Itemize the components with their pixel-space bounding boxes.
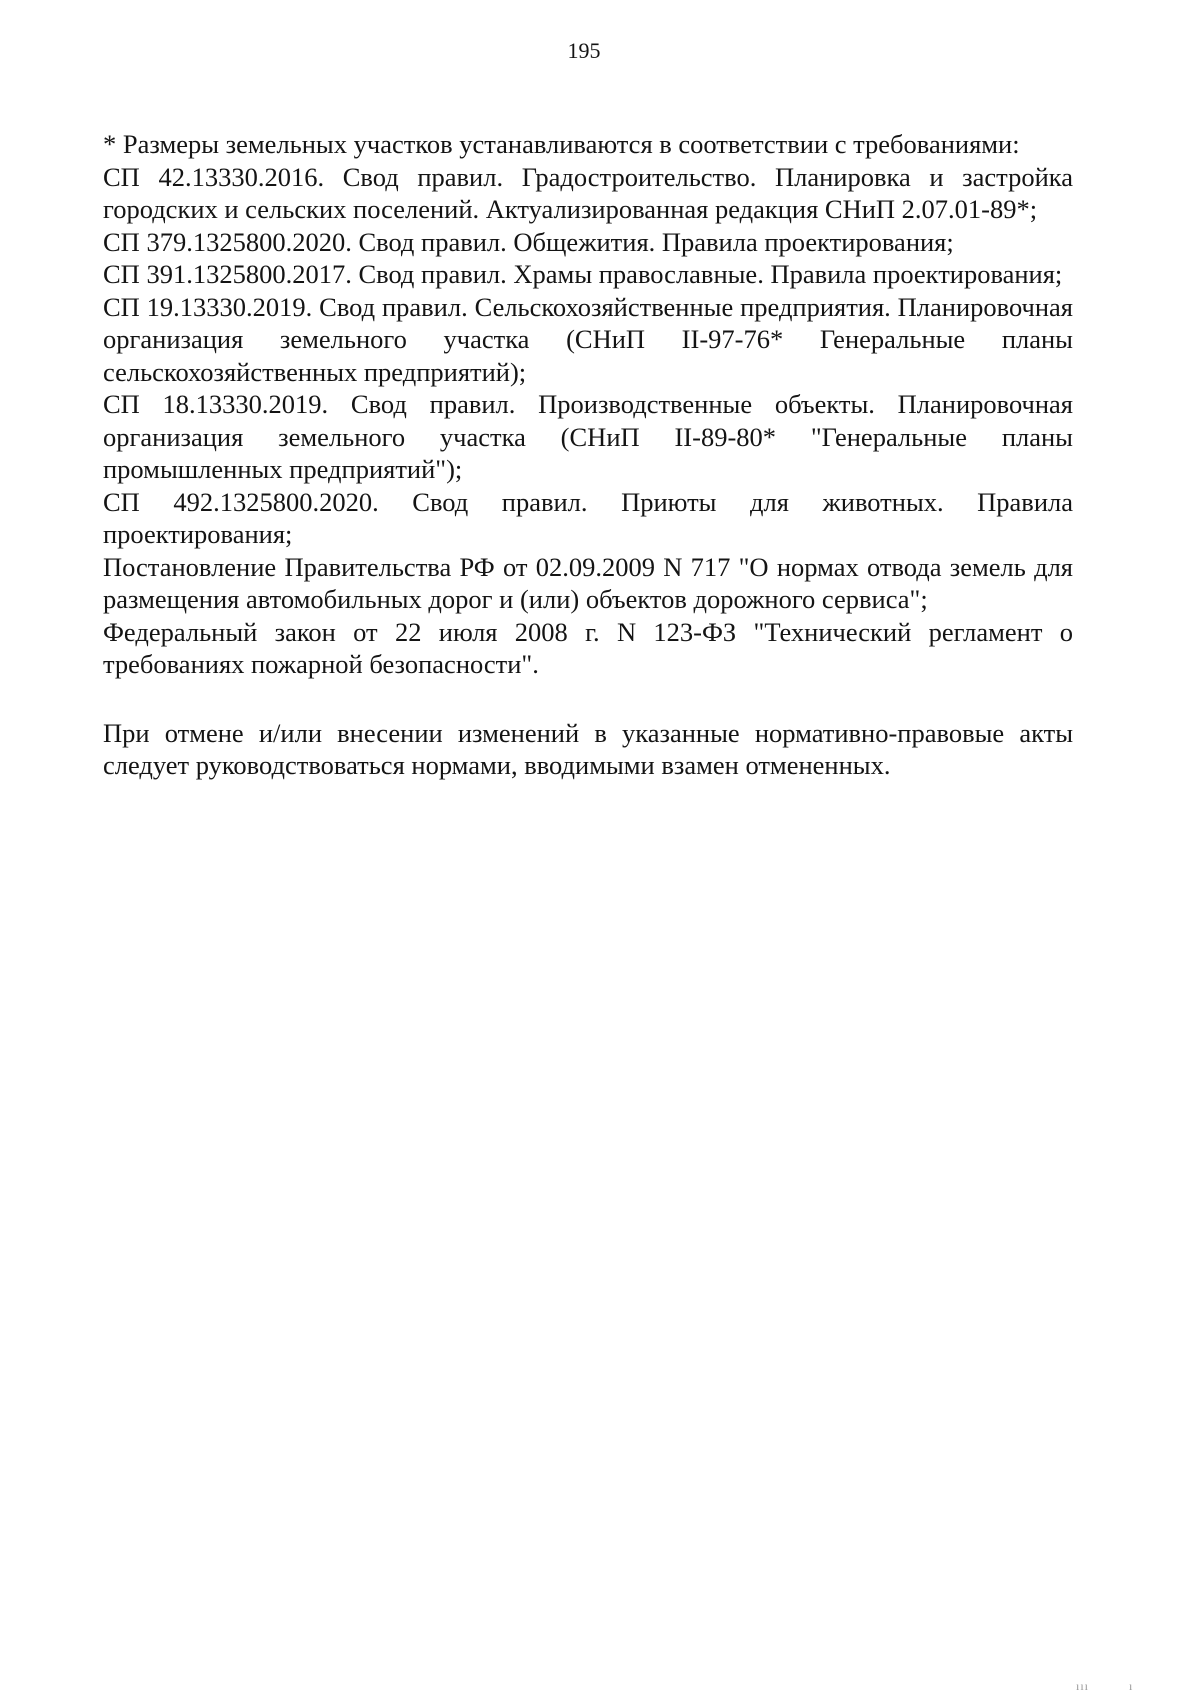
footnote-intro: * Размеры земельных участков устанавливаются в соответствии с требованиями: [103,129,1020,159]
reference-sp-492: СП 492.1325800.2020. Свод правил. Приюты для животных. Правила проектирования; [103,486,1073,549]
page-number: 195 [567,38,601,63]
amendment-note: При отмене и/или внесении изменений в указанные нормативно-правовые акты следует руководствоваться нормами, вводимыми взамен отмененных. [103,717,1073,780]
reference-federal-law: Федеральный закон от 22 июля 2008 г. N 123-ФЗ "Технический регламент о требованиях пожарной безопасности". [103,616,1073,679]
scan-marks: ııı ı [1076,1679,1134,1693]
reference-government-decree: Постановление Правительства РФ от 02.09.2009 N 717 "О нормах отвода земель для размещения автомобильных дорог и (или) объектов дорожного сервиса"; [103,551,1073,614]
page-content [103,128,1073,782]
reference-sp-18: СП 18.13330.2019. Свод правил. Производственные объекты. Планировочная организация земельного участка (СНиП II-89-80* "Генеральные планы промышленных предприятий"); [103,389,1073,484]
reference-sp-42: СП 42.13330.2016. Свод правил. Градостроительство. Планировка и застройка городских и сельских поселений. Актуализированная редакция СНиП 2.07.01-89*; [103,161,1073,224]
reference-sp-391: СП 391.1325800.2017. Свод правил. Храмы православные. Правила проектирования; [103,259,1063,289]
reference-sp-19: СП 19.13330.2019. Свод правил. Сельскохозяйственные предприятия. Планировочная организация земельного участка (СНиП II-97-76* Генеральные планы сельскохозяйственных предприятий); [103,291,1073,387]
reference-sp-379: СП 379.1325800.2020. Свод правил. Общежития. Правила проектирования; [103,226,954,257]
